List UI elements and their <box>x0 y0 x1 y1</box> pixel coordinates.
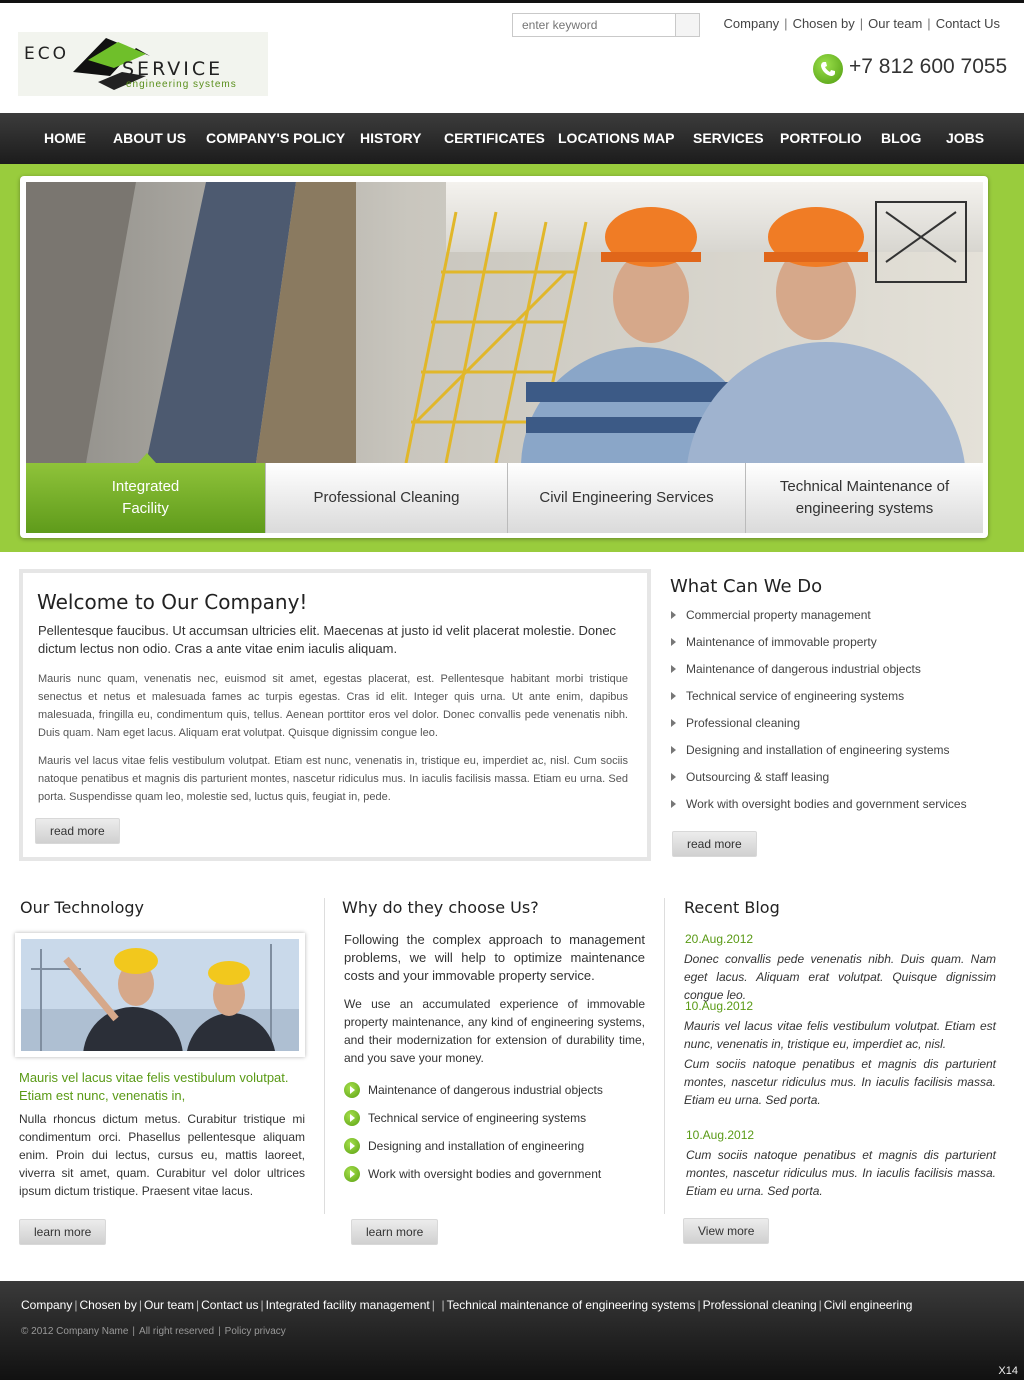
top-links <box>724 16 1000 31</box>
search-button[interactable] <box>675 14 699 36</box>
nav-link[interactable]: CERTIFICATES <box>444 130 545 146</box>
separator: | <box>859 16 864 31</box>
blog-date: 20.Aug.2012 <box>685 932 754 946</box>
footer-link[interactable]: Integrated facility management <box>265 1298 430 1312</box>
slider-tabs <box>26 463 983 533</box>
arrow-right-icon <box>671 638 676 646</box>
nav-item-blog[interactable] <box>881 130 921 146</box>
arrow-right-icon <box>671 692 676 700</box>
section-title: Why do they choose Us? <box>342 898 539 917</box>
nav-link[interactable]: JOBS <box>946 130 985 146</box>
view-more-button[interactable]: View more <box>683 1218 769 1244</box>
tab-label: Integrated Facility <box>111 478 180 517</box>
play-bullet-icon <box>344 1110 360 1126</box>
nav-item-locations-map[interactable] <box>558 130 674 146</box>
separator: | <box>784 16 788 31</box>
play-bullet-icon <box>344 1082 360 1098</box>
copyright: © 2012 Company Name | All right reserved | Policy privacy <box>21 1326 286 1337</box>
nav-link[interactable]: BLOG <box>881 130 922 146</box>
list-item[interactable]: Designing and installation of engineering <box>344 1138 584 1154</box>
footer <box>0 1281 1024 1380</box>
list-item[interactable]: Professional cleaning <box>671 716 800 730</box>
logo[interactable] <box>18 32 268 96</box>
policy-link[interactable]: Policy privacy <box>224 1326 286 1337</box>
top-border <box>0 0 1024 3</box>
hero-slider <box>20 176 988 538</box>
top-link-our-team[interactable]: Our team <box>868 16 923 31</box>
learn-more-button[interactable]: learn more <box>351 1219 438 1245</box>
list-item[interactable]: Work with oversight bodies and government services <box>671 797 967 811</box>
welcome-lead: Pellentesque faucibus. Ut accumsan ultricies elit. Maecenas at justo id velit placerat molestie. Donec dictum lectus non odio. Cras a ante vitae enim iaculis aliquam. <box>38 623 617 656</box>
tab-label: Civil Engineering Services <box>539 489 714 506</box>
technology-text: Nulla rhoncus dictum metus. Curabitur tristique mi condimentum orci. Phasellus pellentesque aliquam enim. Proin dui lectus, cursus eu, mattis laoreet, viverra sit amet, quam. Curabitur vel dolor ultrices ipsum dictum tristique. Praesent vitae lacus. <box>19 1112 305 1198</box>
footer-link[interactable]: Company <box>21 1298 73 1312</box>
main-nav <box>0 113 1024 164</box>
list-item[interactable]: Designing and installation of engineering systems <box>671 743 950 757</box>
why-paragraph: We use an accumulated experience of immovable property maintenance, any kind of engineering systems, and their modernization for extension of durability time, and you save your money. <box>344 997 645 1065</box>
nav-item-certificates[interactable] <box>444 130 545 146</box>
list-item[interactable]: Maintenance of dangerous industrial objects <box>671 662 921 676</box>
why-paragraph: Following the complex approach to management problems, we will help to optimize maintenance costs and your immovable property service. <box>344 932 645 983</box>
read-more-button[interactable]: read more <box>672 831 757 857</box>
section-title: Our Technology <box>20 898 145 917</box>
list-item[interactable]: Maintenance of dangerous industrial objects <box>344 1082 603 1098</box>
nav-link[interactable]: SERVICES <box>693 130 764 146</box>
logo-word-eco: ECO <box>24 44 69 64</box>
nav-item-history[interactable] <box>360 130 421 146</box>
list-item[interactable]: Work with oversight bodies and government <box>344 1166 601 1182</box>
blog-text[interactable]: Donec convallis pede venenatis nibh. Duis quam. Nam eget lacus. Aliquam erat volutpat. Quisque dignissim congue leo. <box>684 952 996 1002</box>
welcome-paragraph: Mauris nunc quam, venenatis nec, euismod sit amet, egestas placerat, est. Pellentesque habitant morbi tristique senectus et netus et malesuada fames ac turpis egestas. Cras id elit. Integer quis urna. Ut ante enim, dapibus malesuada, fringilla eu, condimentum quis, tellus. Aenean porttitor eros vel dolor. Donec convallis pede venenatis nibh. Duis quam. Nam eget lacus. Aliquam erat volutpat. Quisque dignissim congue leo. <box>38 673 628 739</box>
arrow-right-icon <box>671 719 676 727</box>
technology-highlight: Mauris vel lacus vitae felis vestibulum volutpat. Etiam est nunc, venenatis in, <box>19 1070 289 1103</box>
search-box <box>512 13 700 37</box>
blog-date: 10.Aug.2012 <box>686 1128 755 1142</box>
phone-icon <box>813 54 843 84</box>
nav-link[interactable]: PORTFOLIO <box>780 130 862 146</box>
arrow-right-icon <box>671 773 676 781</box>
welcome-paragraph: Mauris vel lacus vitae felis vestibulum volutpat. Etiam est nunc, venenatis in, tristique eu, imperdiet ac, nisl. Cum sociis natoque penatibus et magnis dis parturient montes, nascetur ridiculus mus. In iaculis facilisis massa. Etiam eu urna. Sed porta. Suspendisse quam leo, molestie sed, luctus quis, feugiat in, pede. <box>38 755 628 803</box>
arrow-right-icon <box>671 611 676 619</box>
arrow-right-icon <box>671 665 676 673</box>
nav-link[interactable]: HOME <box>44 130 86 146</box>
footer-link[interactable]: Civil engineering <box>823 1298 913 1312</box>
slider-tab-civil-engineering[interactable] <box>507 463 745 533</box>
arrow-right-icon <box>671 800 676 808</box>
nav-link[interactable]: COMPANY'S POLICY <box>206 130 346 146</box>
footer-links: Company | Chosen by | Our team | Contact us | Integrated facility management | | Technical maintenance of engineering systems | Professional cleaning | Civil engineering <box>21 1298 913 1312</box>
footer-link[interactable]: Contact us <box>201 1298 259 1312</box>
footer-link[interactable]: Technical maintenance of engineering systems <box>446 1298 696 1312</box>
phone-number: +7 812 600 7055 <box>849 55 1008 78</box>
logo-word-service: SERVICE <box>122 58 224 80</box>
footer-link[interactable]: Professional cleaning <box>702 1298 817 1312</box>
nav-item-home[interactable] <box>44 130 86 146</box>
learn-more-button[interactable]: learn more <box>19 1219 106 1245</box>
nav-item-portfolio[interactable] <box>780 130 862 146</box>
search-input[interactable] <box>513 14 673 36</box>
section-title: Recent Blog <box>684 898 780 917</box>
list-item[interactable]: Technical service of engineering systems <box>344 1110 586 1126</box>
rights-text: All right reserved <box>139 1326 215 1337</box>
blog-text[interactable]: Cum sociis natoque penatibus et magnis dis parturient montes, nascetur ridiculus mus. In iaculis facilisis massa. Etiam eu urna. Sed porta. <box>684 1057 996 1107</box>
corner-mark: X14 <box>998 1365 1018 1377</box>
nav-item-services[interactable] <box>693 130 764 146</box>
nav-link[interactable]: HISTORY <box>360 130 422 146</box>
tab-label: Technical Maintenance of engineering systems <box>779 478 950 517</box>
top-link-contact-us[interactable]: Contact Us <box>935 16 1000 31</box>
top-link-company[interactable]: Company <box>723 16 780 31</box>
play-bullet-icon <box>344 1138 360 1154</box>
copyright-text: © 2012 Company Name <box>21 1326 129 1337</box>
welcome-title: Welcome to Our Company! <box>37 590 308 614</box>
list-item[interactable]: Technical service of engineering systems <box>671 689 904 703</box>
slider-tab-professional-cleaning[interactable] <box>265 463 507 533</box>
slider-tab-integrated-facility[interactable] <box>26 463 265 533</box>
blog-date: 10.Aug.2012 <box>685 999 754 1013</box>
read-more-button[interactable]: read more <box>35 818 120 844</box>
list-item[interactable]: Outsourcing & staff leasing <box>671 770 829 784</box>
nav-item-jobs[interactable] <box>946 130 984 146</box>
top-link-chosen-by[interactable]: Chosen by <box>792 16 855 31</box>
column-divider <box>324 898 325 1214</box>
active-tab-pointer <box>138 453 156 463</box>
column-divider <box>664 898 665 1214</box>
nav-item-companys-policy[interactable] <box>206 130 345 146</box>
technology-image <box>15 933 305 1057</box>
footer-link[interactable]: Our team <box>143 1298 194 1312</box>
arrow-right-icon <box>671 746 676 754</box>
play-bullet-icon <box>344 1166 360 1182</box>
slider-tab-technical-maintenance[interactable] <box>745 463 983 533</box>
nav-link[interactable]: ABOUT US <box>113 130 187 146</box>
hero-photo <box>26 182 983 463</box>
section-title: What Can We Do <box>670 576 823 597</box>
separator: | <box>927 16 931 31</box>
nav-item-about-us[interactable] <box>113 130 186 146</box>
tab-label: Professional Cleaning <box>313 489 460 506</box>
list-item[interactable]: Maintenance of immovable property <box>671 635 877 649</box>
blog-text[interactable]: Mauris vel lacus vitae felis vestibulum volutpat. Etiam est nunc, venenatis in, tristique eu, imperdiet ac, nisl. <box>684 1019 996 1051</box>
nav-link[interactable]: LOCATIONS MAP <box>558 130 675 146</box>
list-item[interactable]: Commercial property management <box>671 608 871 622</box>
footer-link[interactable]: Chosen by <box>79 1298 137 1312</box>
welcome-box <box>19 569 651 861</box>
logo-tagline: engineering systems <box>126 79 237 90</box>
blog-text[interactable]: Cum sociis natoque penatibus et magnis dis parturient montes, nascetur ridiculus mus. In iaculis facilisis massa. Etiam eu urna. Sed porta. <box>686 1148 996 1198</box>
